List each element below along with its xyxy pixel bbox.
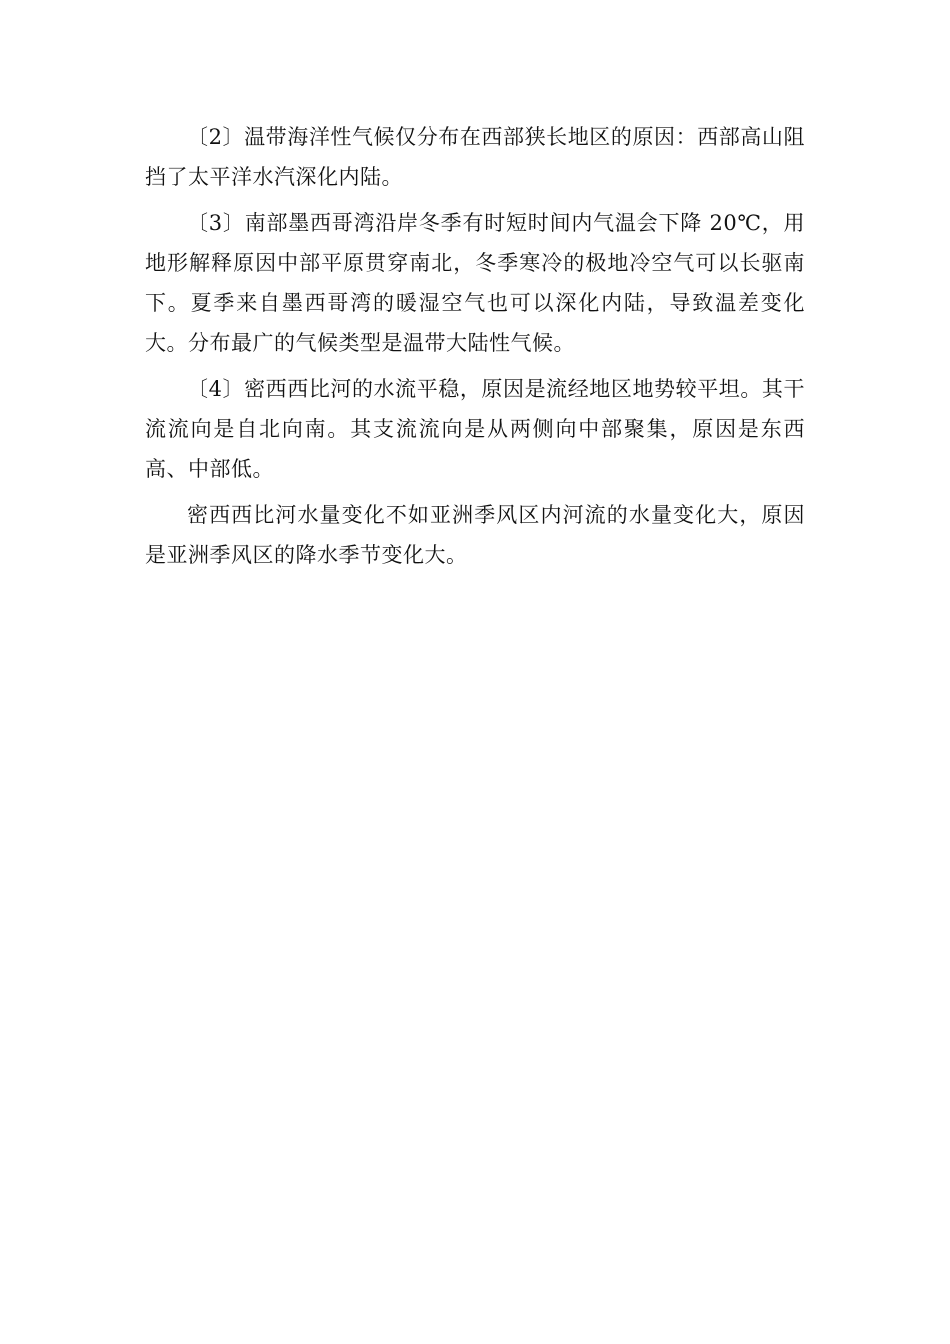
paragraph-water-volume: 密西西比河水量变化不如亚洲季风区内河流的水量变化大，原因是亚洲季风区的降水季节变化大。 <box>145 503 805 567</box>
paragraph-q4-answer: 〔4〕密西西比河的水流平稳，原因是流经地区地势较平坦。其干流流向是自北向南。其支流流向是从两侧向中部聚集，原因是东西高、中部低。 <box>145 377 805 481</box>
document-body <box>145 117 805 581</box>
paragraph-q2-answer: 〔2〕温带海洋性气候仅分布在西部狭长地区的原因：西部高山阻挡了太平洋水汽深化内陆。 <box>145 125 805 189</box>
paragraph-q3-answer: 〔3〕南部墨西哥湾沿岸冬季有时短时间内气温会下降 20℃，用地形解释原因中部平原贯穿南北，冬季寒冷的极地冷空气可以长驱南下。夏季来自墨西哥湾的暖湿空气也可以深化内陆，导致温差变化大。分布最广的气候类型是温带大陆性气候。 <box>145 211 805 355</box>
